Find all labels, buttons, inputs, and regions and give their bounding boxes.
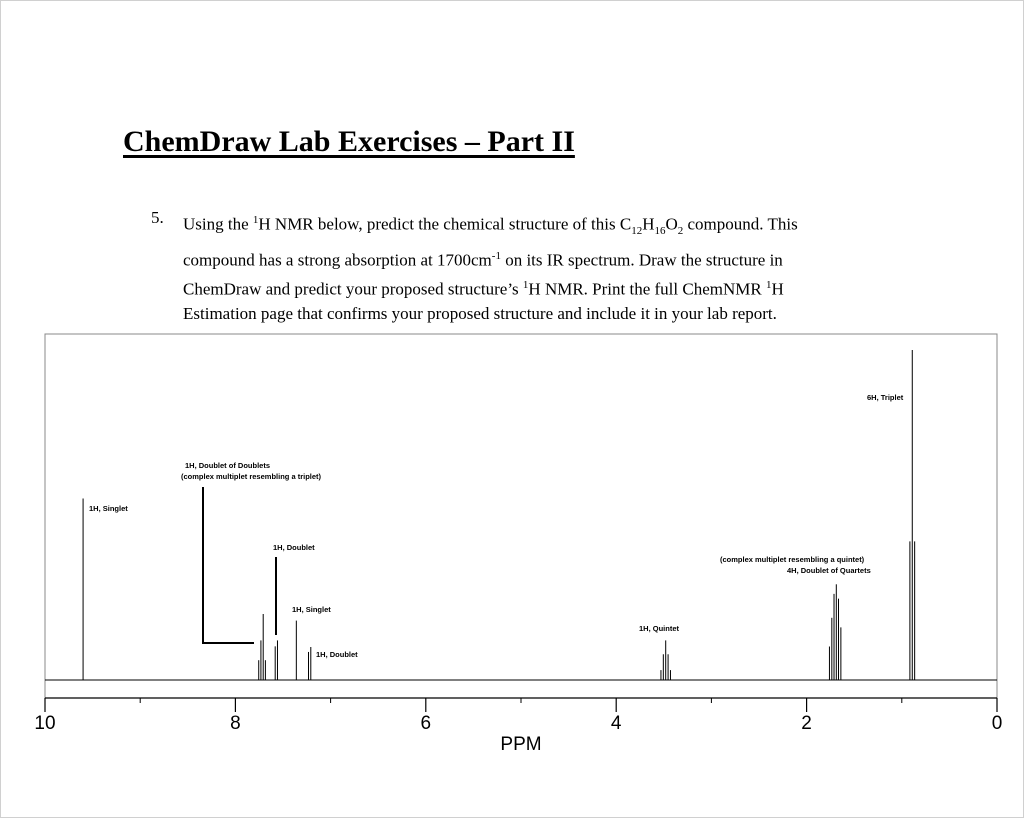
peak-label-doublet-7.57: 1H, Doublet: [273, 543, 315, 552]
peak-label-quintet-3.48: 1H, Quintet: [639, 624, 680, 633]
tick-label-2: 2: [801, 713, 812, 734]
nmr-spectrum-chart: [1, 1, 1023, 817]
tick-label-4: 4: [610, 713, 622, 734]
x-axis-title: PPM: [500, 734, 542, 755]
tick-label-8: 8: [230, 713, 241, 734]
spectrum-peaks: [83, 350, 915, 680]
page-title: ChemDraw Lab Exercises – Part II: [123, 125, 575, 158]
peak-label-singlet-7.36: 1H, Singlet: [292, 605, 331, 614]
peak-label-dd-line2: (complex multiplet resembling a triplet): [181, 472, 322, 481]
peak-label-doublet-7.22: 1H, Doublet: [316, 650, 358, 659]
question-number: 5.: [151, 208, 164, 227]
tick-label-6: 6: [420, 713, 432, 734]
question-line-2: compound has a strong absorption at $1700cm^{-1}$ on its IR spectrum. Draw the structure in: [183, 249, 783, 270]
tick-label-10: 10: [34, 713, 56, 734]
question-line-4: Estimation page that confirms your proposed structure and include it in your lab report.: [183, 303, 777, 323]
question-line-3: ChemDraw and predict your proposed structure’s $^1$H NMR. Print the full ChemNMR $^1$H: [183, 278, 784, 299]
dd-leader-line: [203, 487, 254, 643]
tick-label-0: 0: [991, 713, 1003, 734]
x-axis-minor-ticks: [140, 698, 902, 703]
question-line-1: Using the $^1$H NMR below, predict the chemical structure of this $C_{12}H_{16}O_2$ compound. This: [183, 214, 798, 238]
peak-label-dq-line1: (complex multiplet resembling a quintet): [720, 555, 865, 564]
peak-label-triplet-0.89: 6H, Triplet: [867, 393, 904, 402]
peak-label-dq-line2: 4H, Doublet of Quartets: [787, 566, 871, 575]
x-axis-tick-labels: [34, 713, 1002, 734]
plot-frame: [45, 334, 997, 698]
peak-label-singlet-9.6: 1H, Singlet: [89, 504, 128, 513]
peak-label-dd-line1: 1H, Doublet of Doublets: [185, 461, 270, 470]
